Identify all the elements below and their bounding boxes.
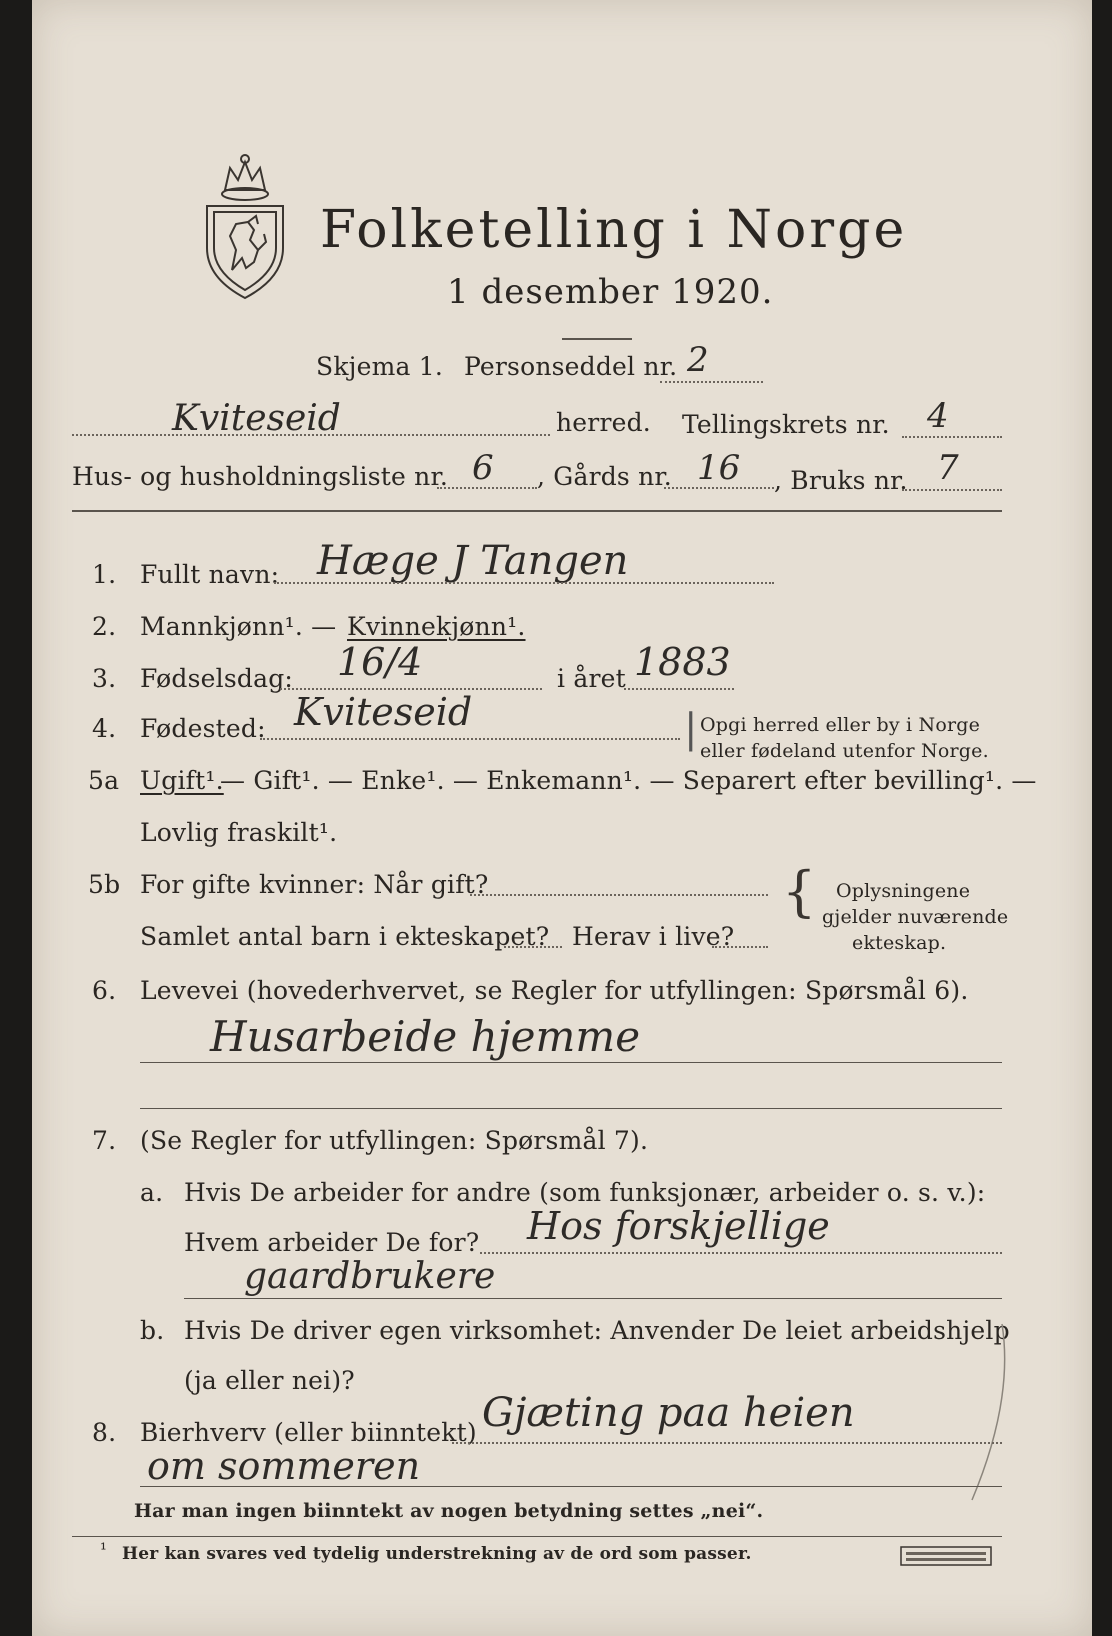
hus-label: Hus- og husholdningsliste nr. <box>72 462 449 491</box>
q5b-note-3: ekteskap. <box>852 932 947 954</box>
barn-line <box>504 946 562 948</box>
lovlig-fraskilt-option: Lovlig fraskilt¹. <box>140 818 338 847</box>
employer-value-2: gaardbrukere <box>244 1256 496 1297</box>
q6-line-1 <box>140 1062 1002 1063</box>
q6-number: 6. <box>92 976 117 1005</box>
mannkjonn-option: Mannkjønn¹. — <box>140 612 337 641</box>
kvinnekjonn-option: Kvinnekjønn¹. <box>347 612 526 641</box>
ugift-option: Ugift¹. <box>140 766 224 795</box>
printer-stamp-icon <box>900 1546 992 1566</box>
hus-line <box>437 487 537 489</box>
bruks-value: 7 <box>937 448 959 488</box>
q7a-line-2 <box>184 1298 1002 1299</box>
q7a-line <box>480 1252 1002 1254</box>
personseddel-label: Personseddel nr. <box>464 352 678 381</box>
q5a-number: 5a <box>88 766 120 795</box>
q7-label: (Se Regler for utfyllingen: Spørsmål 7). <box>140 1126 649 1155</box>
bruks-label: , Bruks nr. <box>774 466 908 495</box>
tellingskrets-line <box>902 436 1002 438</box>
gards-value: 16 <box>697 448 741 488</box>
tellingskrets-label: Tellingskrets nr. <box>682 410 890 439</box>
q4-line <box>260 738 680 740</box>
secondary-income-value-1: Gjæting paa heien <box>482 1390 855 1436</box>
q3-number: 3. <box>92 664 117 693</box>
q1-number: 1. <box>92 560 117 589</box>
live-label: Herav i live? <box>572 922 735 951</box>
q1-label: Fullt navn: <box>140 560 280 589</box>
personseddel-value: 2 <box>687 340 709 380</box>
q7a-text: Hvis De arbeider for andre (som funksjonær, arbeider o. s. v.): <box>184 1178 986 1207</box>
q5b-note-1: Oplysningene <box>836 880 971 902</box>
tellingskrets-value: 4 <box>927 396 949 436</box>
q7-number: 7. <box>92 1126 117 1155</box>
census-date: 1 desember 1920. <box>447 272 774 312</box>
q4-note-2: eller fødeland utenfor Norge. <box>700 740 989 762</box>
q5b-brace: { <box>782 860 817 923</box>
q7a-number: a. <box>140 1178 164 1207</box>
title-rule <box>562 338 632 340</box>
civil-status-options: — Gift¹. — Enke¹. — Enkemann¹. — Separert efter bevilling¹. — <box>220 766 1037 795</box>
q6-label: Levevei (hovederhvervet, se Regler for utfyllingen: Spørsmål 6). <box>140 976 969 1005</box>
hus-value: 6 <box>472 448 494 488</box>
footnote-text: Her kan svares ved tydelig understrekning av de ord som passer. <box>122 1544 752 1564</box>
q6-line-2 <box>140 1108 1002 1109</box>
full-name-value: Hæge J Tangen <box>317 538 629 584</box>
employer-value-1: Hos forskjellige <box>527 1204 830 1248</box>
q8-line-2 <box>140 1486 1002 1487</box>
footnote-mark: ¹ <box>100 1540 108 1560</box>
q8-line <box>452 1442 1002 1444</box>
q1-line <box>274 582 774 584</box>
birthplace-value: Kviteseid <box>294 690 473 734</box>
q8-number: 8. <box>92 1418 117 1447</box>
coat-of-arms-icon <box>192 150 298 302</box>
skjema-label: Skjema 1. <box>316 352 444 381</box>
gards-line <box>664 487 774 489</box>
q2-number: 2. <box>92 612 117 641</box>
census-form <box>32 0 1092 1636</box>
footnote-rule <box>72 1536 1002 1537</box>
q4-number: 4. <box>92 714 117 743</box>
q5b-number: 5b <box>88 870 121 899</box>
q7a-question: Hvem arbeider De for? <box>184 1228 480 1257</box>
q4-note-1: Opgi herred eller by i Norge <box>700 714 981 736</box>
q4-label: Fødested: <box>140 714 266 743</box>
occupation-value: Husarbeide hjemme <box>210 1012 641 1061</box>
q5b-line <box>470 894 768 896</box>
q7b-text: Hvis De driver egen virksomhet: Anvender De leiet arbeidshjelp <box>184 1316 1010 1345</box>
personseddel-line <box>660 381 763 383</box>
birth-year-value: 1883 <box>634 640 731 684</box>
q3-label: Fødselsdag: <box>140 664 294 693</box>
herred-label: herred. <box>556 408 651 437</box>
live-line <box>712 946 768 948</box>
year-line <box>624 688 734 690</box>
header-rule <box>72 510 1002 512</box>
form-title: Folketelling i Norge <box>320 200 908 260</box>
bruks-line <box>902 489 1002 491</box>
barn-label: Samlet antal barn i ekteskapet? <box>140 922 550 951</box>
handwritten-stroke <box>952 1320 1022 1510</box>
q4-brace: | <box>684 706 698 752</box>
q8-note: Har man ingen biinntekt av nogen betydning settes „nei“. <box>134 1500 764 1522</box>
herred-line <box>72 434 550 436</box>
herred-value: Kviteseid <box>172 398 341 439</box>
q7b-question: (ja eller nei)? <box>184 1366 355 1395</box>
q7b-number: b. <box>140 1316 165 1345</box>
year-label: i året <box>557 664 626 693</box>
q5b-note-2: gjelder nuværende <box>822 906 1009 928</box>
q8-label: Bierhverv (eller biinntekt) <box>140 1418 477 1447</box>
birthdate-value: 16/4 <box>337 640 423 684</box>
q5b-label: For gifte kvinner: Når gift? <box>140 870 489 899</box>
gards-label: , Gårds nr. <box>537 462 672 491</box>
secondary-income-value-2: om sommeren <box>147 1444 421 1488</box>
